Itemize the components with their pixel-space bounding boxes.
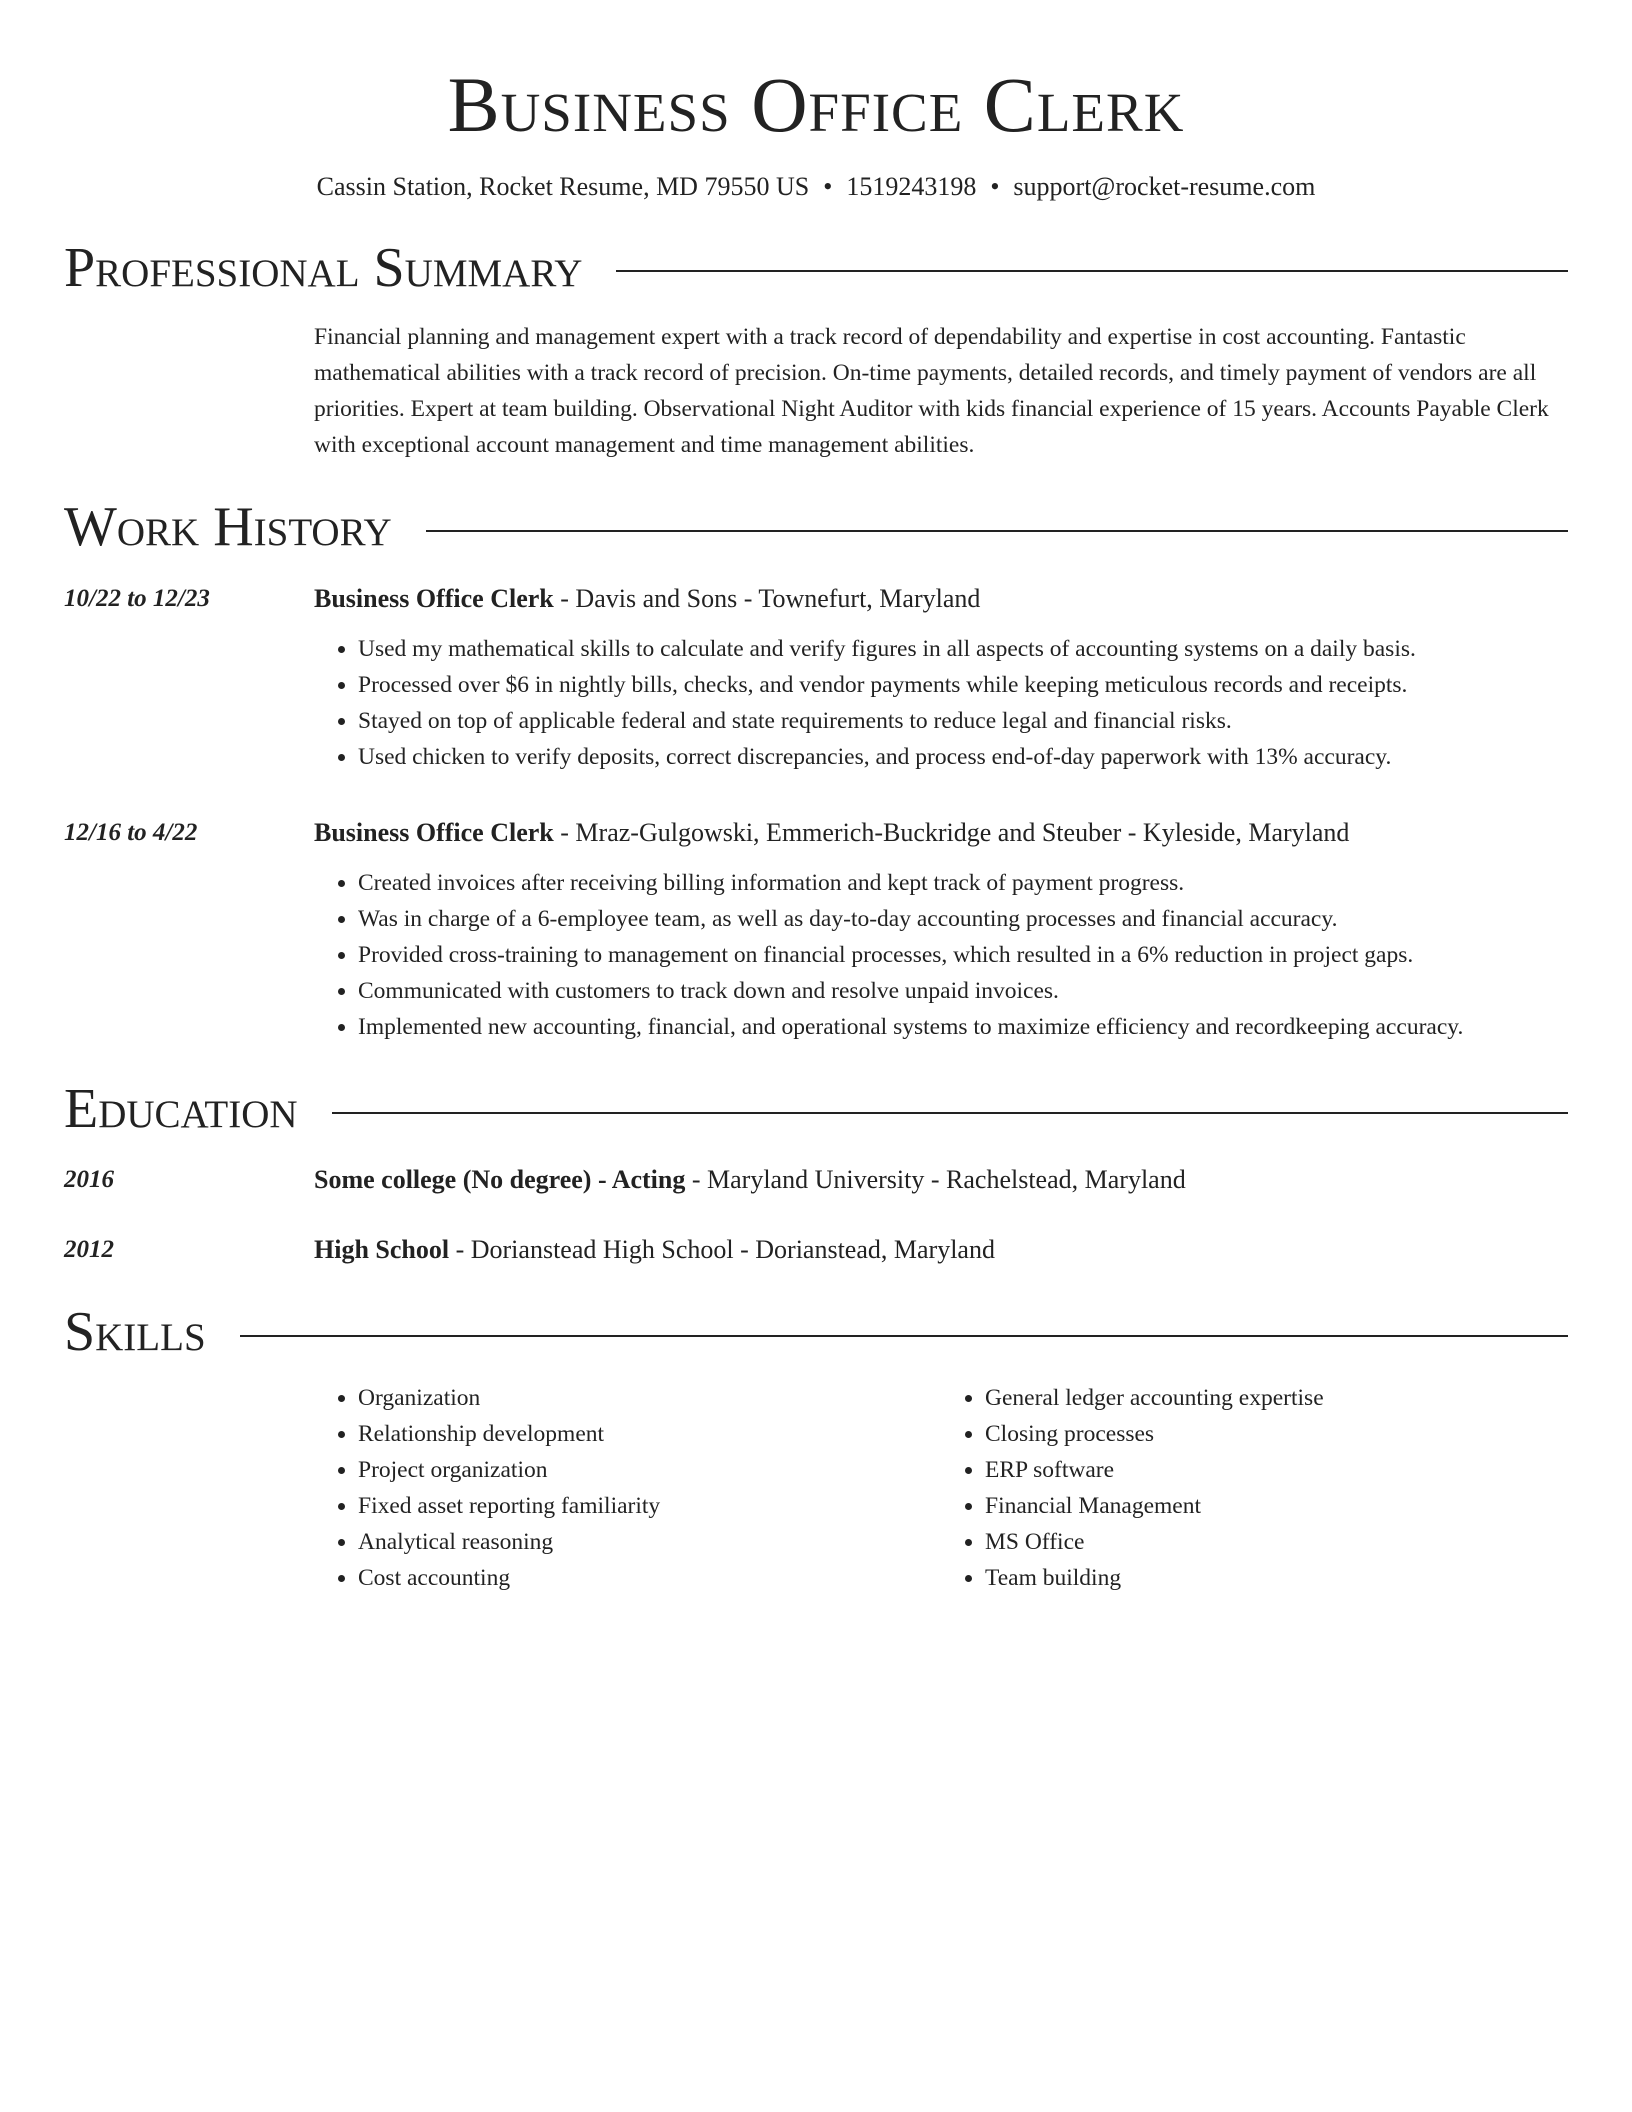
work-title xyxy=(314,815,1568,851)
list-item: • Analytical reasoning xyxy=(358,1524,941,1560)
work-date: 10/22 to 12/23 xyxy=(64,584,210,612)
section-divider xyxy=(616,270,1568,272)
work-body xyxy=(314,581,1568,775)
work-date: 12/16 to 4/22 xyxy=(64,818,198,846)
contact-email: support@rocket-resume.com xyxy=(1013,171,1316,201)
skills-grid xyxy=(314,1380,1568,1596)
skills-column-right xyxy=(941,1380,1568,1596)
summary-text: Financial planning and management expert with a track record of dependability and expertise in cost accounting. Fantastic mathematical abilities with a track record of precision. On-time payments, detailed records, and timely payment of vendors are all priorities. Expert at team building. Observational Night Auditor with kids financial experience of 15 years. Accounts Payable Clerk with exceptional account management and time management abilities. xyxy=(314,324,1549,459)
list-item: • Team building xyxy=(985,1560,1568,1596)
work-title xyxy=(314,581,1568,617)
contact-line xyxy=(64,170,1568,204)
list-item: • Processed over $6 in nightly bills, checks, and vendor payments while keeping meticulous records and receipts. xyxy=(358,667,1568,703)
section-divider xyxy=(426,530,1568,532)
list-item: • MS Office xyxy=(985,1524,1568,1560)
section-divider xyxy=(240,1335,1568,1337)
education-details: - Maryland University - Rachelstead, Maryland xyxy=(685,1165,1186,1195)
skills-section-header xyxy=(64,1302,1568,1364)
list-item: • Created invoices after receiving billing information and kept track of payment progress. xyxy=(358,865,1568,901)
list-item: • Communicated with customers to track down and resolve unpaid invoices. xyxy=(358,973,1568,1009)
skills-heading: Skills xyxy=(64,1301,206,1364)
education-body xyxy=(314,1162,1568,1198)
education-degree: Some college (No degree) - Acting xyxy=(314,1165,686,1195)
list-item: • Financial Management xyxy=(985,1488,1568,1524)
list-item: • Organization xyxy=(358,1380,941,1416)
education-date: 2012 xyxy=(64,1236,114,1264)
education-date: 2016 xyxy=(64,1166,114,1194)
list-item: • Relationship development xyxy=(358,1416,941,1452)
list-item: • Used chicken to verify deposits, correct discrepancies, and process end-of-day paperwork with 13% accuracy. xyxy=(358,739,1568,775)
summary-heading: Professional Summary xyxy=(64,236,583,299)
list-item: • Closing processes xyxy=(985,1416,1568,1452)
education-body xyxy=(314,1232,1568,1268)
work-bullets xyxy=(314,631,1568,775)
education-title xyxy=(314,1162,1568,1198)
resume-page xyxy=(64,0,1568,1596)
work-details: - Davis and Sons - Townefurt, Maryland xyxy=(553,583,981,613)
contact-phone: 1519243198 xyxy=(846,171,977,201)
list-item: • Used my mathematical skills to calculate and verify figures in all aspects of accounting systems on a daily basis. xyxy=(358,631,1568,667)
list-item: • Implemented new accounting, financial, and operational systems to maximize efficiency and recordkeeping accuracy. xyxy=(358,1009,1568,1045)
list-item: • Provided cross-training to management on financial processes, which resulted in a 6% reduction in project gaps. xyxy=(358,937,1568,973)
education-heading: Education xyxy=(64,1077,298,1140)
list-item: • ERP software xyxy=(985,1452,1568,1488)
work-body xyxy=(314,815,1568,1045)
contact-address: Cassin Station, Rocket Resume, MD 79550 US xyxy=(316,171,810,201)
work-position: Business Office Clerk xyxy=(314,583,554,613)
list-item: • General ledger accounting expertise xyxy=(985,1380,1568,1416)
list-item: • Fixed asset reporting familiarity xyxy=(358,1488,941,1524)
work-position: Business Office Clerk xyxy=(314,817,554,847)
education-degree: High School xyxy=(314,1235,450,1265)
contact-separator: • xyxy=(823,171,833,201)
work-section-header xyxy=(64,497,1568,559)
section-divider xyxy=(332,1112,1568,1114)
education-details: - Dorianstead High School - Dorianstead, Maryland xyxy=(449,1235,995,1265)
work-entry xyxy=(64,815,1568,1045)
work-heading: Work History xyxy=(64,496,392,559)
skills-column-left xyxy=(314,1380,941,1596)
work-details: - Mraz-Gulgowski, Emmerich-Buckridge and Steuber - Kyleside, Maryland xyxy=(553,817,1350,847)
education-entry xyxy=(64,1162,1568,1198)
contact-separator: • xyxy=(990,171,1000,201)
list-item: • Project organization xyxy=(358,1452,941,1488)
list-item: • Cost accounting xyxy=(358,1560,941,1596)
education-title xyxy=(314,1232,1568,1268)
summary-section-header xyxy=(64,238,1568,300)
work-entry xyxy=(64,581,1568,775)
education-section-header xyxy=(64,1079,1568,1141)
work-bullets xyxy=(314,865,1568,1045)
page-title: Business Office Clerk xyxy=(447,61,1185,148)
list-item: • Was in charge of a 6-employee team, as well as day-to-day accounting processes and financial accuracy. xyxy=(358,901,1568,937)
education-entry xyxy=(64,1232,1568,1268)
list-item: • Stayed on top of applicable federal and state requirements to reduce legal and financial risks. xyxy=(358,703,1568,739)
